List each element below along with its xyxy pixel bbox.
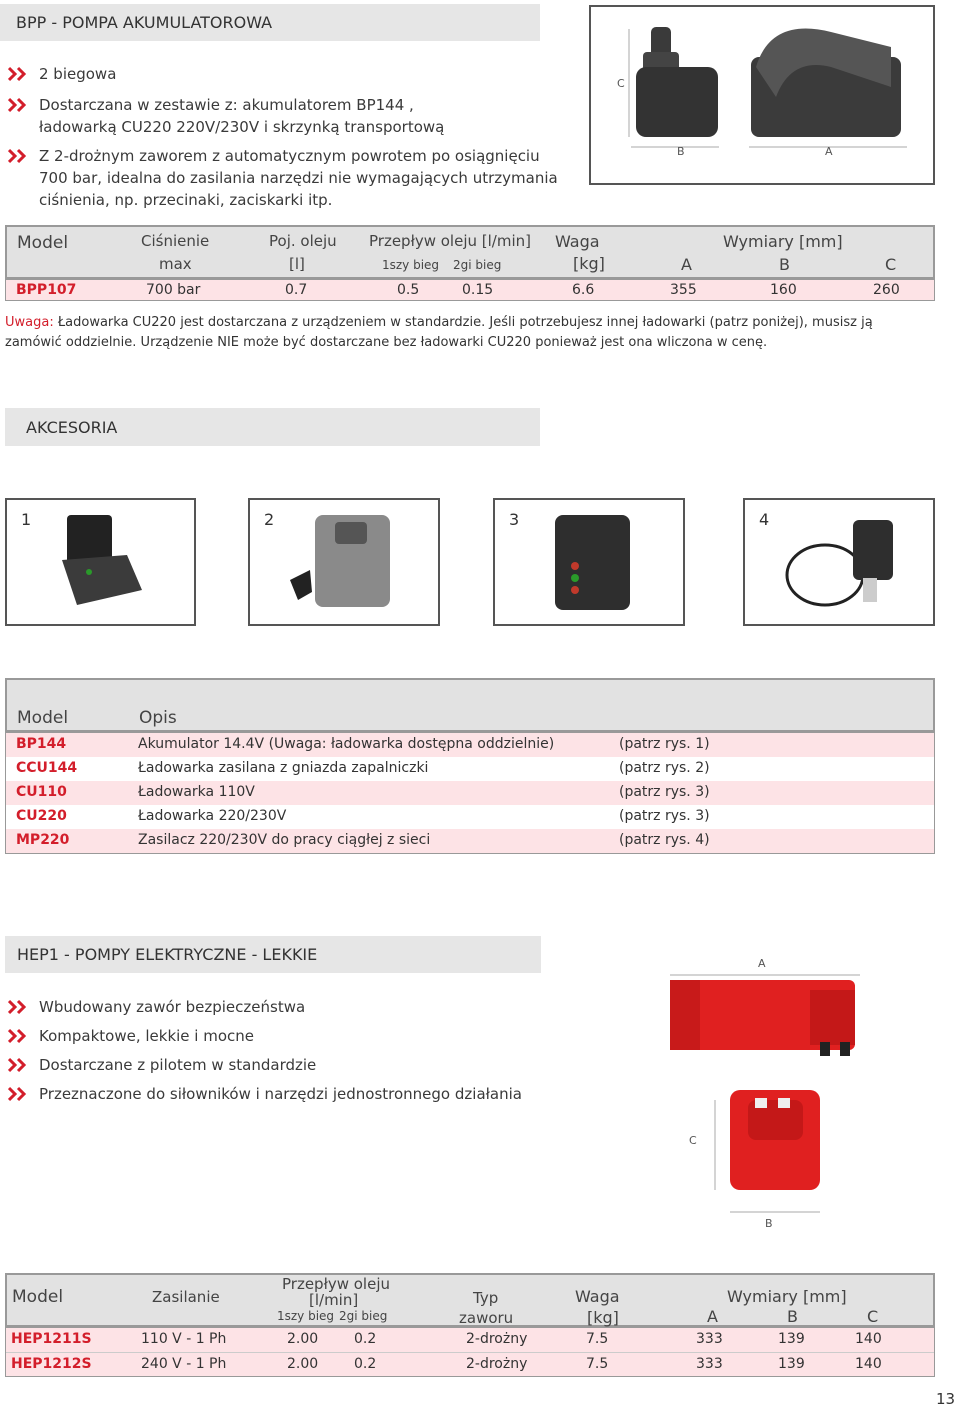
accessory-photo-3: 3 (493, 498, 685, 626)
dim-label-c: C (689, 1134, 697, 1147)
hep-section-title: HEP1 - POMPY ELEKTRYCZNE - LEKKIE (5, 936, 541, 973)
accessory-photo-4: 4 (743, 498, 935, 626)
chevron-icon (8, 97, 30, 113)
chevron-icon (8, 1086, 30, 1102)
accessory-photo-2: 2 (248, 498, 440, 626)
table-row: BP144 Akumulator 14.4V (Uwaga: ładowarka dostępna oddzielnie) (patrz rys. 1) (6, 733, 934, 757)
bpp-bullet: Z 2-drożnym zaworem z automatycznym powrotem po osiągnięciu 700 bar, idealna do zasilania narzędzi nie wymagających utrzymania ciśnienia, np. przecinaki, zaciskarki itp. (8, 145, 558, 211)
chevron-icon (8, 66, 30, 82)
bpp-product-photo (589, 5, 935, 185)
hep-bullet: Dostarczane z pilotem w standardzie (8, 1054, 316, 1076)
hep-bullet: Przeznaczone do siłowników i narzędzi jednostronnego działania (8, 1083, 522, 1105)
table-row: CU110 Ładowarka 110V (patrz rys. 3) (6, 781, 934, 805)
table-row: HEP1211S 110 V - 1 Ph 2.00 0.2 2-drożny 7.5 333 139 140 (6, 1328, 934, 1352)
hep-table-body (5, 1327, 935, 1377)
power-supply-image (745, 500, 933, 624)
bpp-bullet: Dostarczana w zestawie z: akumulatorem BP144 , ładowarką CU220 220V/230V i skrzynką transportową (8, 94, 444, 138)
battery-charger-image (7, 500, 194, 624)
bpp-table-header: Model Ciśnienie max Poj. oleju [l] Przepływ oleju [l/min] 1szy bieg 2gi bieg Waga [kg] Wymiary [mm] A B C (5, 225, 935, 279)
page-number: 13 (936, 1390, 956, 1408)
dim-label-b: B (765, 1217, 773, 1230)
accessories-table-header: Model Opis (5, 678, 935, 732)
table-row: BPP107 700 bar 0.7 0.5 0.15 6.6 355 160 260 (5, 279, 935, 301)
bpp-section-title: BPP - POMPA AKUMULATOROWA (0, 4, 540, 41)
chevron-icon (8, 999, 30, 1015)
chevron-icon (8, 1028, 30, 1044)
hep-bullet: Wbudowany zawór bezpieczeństwa (8, 996, 305, 1018)
electric-pump-image (660, 950, 935, 1240)
dim-label-b: B (677, 145, 685, 158)
hep-bullet: Kompaktowe, lekkie i mocne (8, 1025, 254, 1047)
pump-image (591, 7, 933, 183)
chevron-icon (8, 1057, 30, 1073)
dim-label-a: A (758, 957, 766, 970)
hep-product-photos (660, 950, 935, 1240)
accessories-table-body (5, 732, 935, 854)
table-row: HEP1212S 240 V - 1 Ph 2.00 0.2 2-drożny 7.5 333 139 140 (6, 1352, 934, 1376)
car-charger-image (250, 500, 438, 624)
mains-charger-image (495, 500, 683, 624)
dim-label-c: C (617, 77, 625, 90)
table-row: CCU144 Ładowarka zasilana z gniazda zapalniczki (patrz rys. 2) (6, 757, 934, 781)
accessory-photo-1: 1 (5, 498, 196, 626)
hep-table-header: Model Zasilanie Przepływ oleju [l/min] 1szy bieg 2gi bieg Typ zaworu Waga [kg] Wymiary [mm] A B C (5, 1273, 935, 1327)
dim-label-a: A (825, 145, 833, 158)
chevron-icon (8, 148, 30, 164)
bpp-note: Uwaga: Ładowarka CU220 jest dostarczana z urządzeniem w standardzie. Jeśli potrzebujesz innej ładowarki (patrz poniżej), musisz ją zamówić oddzielnie. Urządzenie NIE może być dostarczane bez ładowarki CU220 ponieważ jest ona wliczona w cenę. (5, 315, 873, 350)
bpp-bullet: 2 biegowa (8, 63, 116, 85)
table-row: MP220 Zasilacz 220/230V do pracy ciągłej z sieci (patrz rys. 4) (6, 829, 934, 853)
accessories-section-title: AKCESORIA (5, 408, 540, 446)
table-row: CU220 Ładowarka 220/230V (patrz rys. 3) (6, 805, 934, 829)
